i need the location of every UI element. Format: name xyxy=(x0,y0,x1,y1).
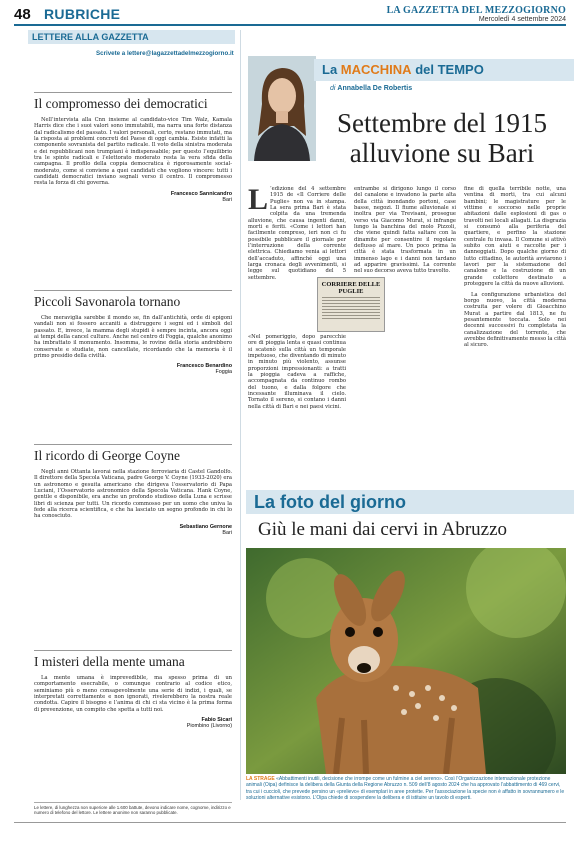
letter-title: Piccoli Savonarola tornano xyxy=(34,290,232,310)
letter-place: Bari xyxy=(222,529,232,536)
author-portrait xyxy=(248,56,316,161)
article-column-2: entrambe si dirigono lungo il corso del canalone e invadono la parte alta della città inondando portoni, case basse, negozi. Il fiume alluvionale si inoltra per via Trevisani, prosegue verso via Giacomo Murat, si infrange lungo la banchina del molo Pizzoli, che viene quindi fatta saltare con la dinamite per consentire il regolare deflusso al mare. Un poco prima la città è stata trasformata in un immenso lago e i danni non tardano ad apparire gravissimi. La corrente nel suo decorso aveva tutto travolto. xyxy=(354,186,456,275)
article-headline: Settembre del 1915 alluvione su Bari xyxy=(337,108,547,168)
letter-3 xyxy=(34,444,232,536)
letter-body: Nell’intervista alla Cnn insieme al candidato-vice Tim Walz, Kamala Harris dice che i suoi valori sono immutabili, ma narra una forte distanza dal radicalismo del passato. I valori personali, certo, restano immutati, ma la risposta ai problemi concreti del Paese di oggi cambia. Esiste infatti la componente sovranista del partito radicale. Il voto della sinistra moderata e dei repubblicani non trumpiani è indispensabile; per questo l’equilibrio tra le spinte radicali e l’elettorato moderato resta la vera sfida della campagna. Il profilo della coppia democratica è rigorosamente social-moderato, come si conviene a quei candidati che vogliono vincere: tutti i candidati democratici inviano segnali verso il centro. Il compromesso resta la forza di chi governa. xyxy=(34,117,232,187)
drop-cap: L xyxy=(248,183,269,216)
letter-place: Piombino (Livorno) xyxy=(186,723,232,730)
letters-footer-note: Le lettere, di lunghezza non superiore alle 1.600 battute, devono indicare nome, cognome, indirizzo e numero di telefono del lettore. Le lettere anonime non saranno pubblicate. xyxy=(34,802,232,815)
letter-signature: Francesco Sannicandro xyxy=(170,190,232,197)
article-column-1 xyxy=(248,183,346,281)
letter-body: Negli anni Ottanta lavorai nella stazione ferroviaria di Castel Gandolfo. Il direttore della Specola Vaticana, padre George V. Coyne (1933-2020) era un astronomo e gesuita americano che dirigeva l’osservatorio di Papa Luciani, l’Osservatorio astronomico della Specola Vaticana. Hank Coyne, gentile e disponibile, era anche un profondo studioso della Luna e scrisse libri di scienza per tutti. Un ricordo commosso per un uomo che univa la fede alla ricerca scientifica, e che ha lasciato un segno profondo in chi lo ha conosciuto. xyxy=(34,469,232,520)
letter-2 xyxy=(34,290,232,375)
letter-signature: Sebastiano Gernone xyxy=(179,523,232,530)
letter-place: Foggia xyxy=(215,369,232,376)
column-title-prefix: La xyxy=(322,62,341,77)
letter-title: Il ricordo di George Coyne xyxy=(34,444,232,464)
byline xyxy=(330,85,412,92)
historic-newspaper-image xyxy=(317,277,385,332)
column-divider xyxy=(240,30,241,800)
author-portrait-drawing xyxy=(248,56,316,161)
issue-date: Mercoledì 4 settembre 2024 xyxy=(478,16,566,23)
article-column-3-text: fine di quella terribile notte, una ventina di morti, tra cui alcuni bambini; le magistrature per le vittime e soccorso nelle proprie abitazioni dalle esplosioni di gas o travolti nei locali allagati. La disgrazia si consumò alla periferia del quartiere, e perfino la stazione centrale fu invasa. Il Comune si attivò subito con aiuti e raccolte per i danneggiati. Dopo qualche giorno di lutto cittadino, le autorità avviarono i lavori per la sistemazione del canalone e la costruzione di un grande collettore destinato a proteggere la città da nuove alluvioni. xyxy=(464,186,566,288)
column-title-suffix: del TEMPO xyxy=(411,62,484,77)
historic-newspaper-title: CORRIERE DELLE PUGLIE xyxy=(321,281,381,295)
photo-headline: Giù le mani dai cervi in Abruzzo xyxy=(258,519,508,540)
letter-place: Bari xyxy=(222,196,232,203)
section-label: RUBRICHE xyxy=(44,6,121,22)
article-column-3-continued: La configurazione urbanistica del borgo nuovo, la città moderna costruita per volere di Gioacchino Murat a partire dal 1813, ne fu pesantemente toccata. Solo nei decenni successivi fu completata la canalizzazione del torrente, che avrebbe definitivamente messo la città al sicuro. xyxy=(464,291,566,349)
article-body xyxy=(248,183,566,486)
masthead xyxy=(387,5,566,23)
caption-text: «Abbattimenti inutili, decisione che irrompe come un fulmine a ciel sereno». Così l’Organizzazione internazionale protezione animali (Oipa) definisce la delibera della Giunta della Regione Abruzzo n. 509 dell’8 agosto 2024 che ha approvato l’abbattimento di 469 cervi, tra cui i cuccioli, che prevede persino un «prelievo» di esemplari in aree protette. Per l’associazione la specie non è affatto in sovrannumero e le soluzioni alternative esistono. L’Oipa chiede di sospendere la delibera e di istituire un tavolo di esperti. xyxy=(246,776,565,801)
letter-body: Che meraviglia sarebbe il mondo se, fin dall’antichità, orde di epigoni vandali non si fossero accaniti a distruggere i segni ed i simboli del passato. E, invece, la mamma degli stupidi è sempre incinta, ancora oggi ai tempi della cancel culture. Anche nel centro di Foggia, qualche anonimo ha imbrattato il monumento. Insomma, le rovine della storia andrebbero conservate e studiate, non cancellate, ricordando che la memoria è il primo presidio della civiltà. xyxy=(34,315,232,360)
letter-4 xyxy=(34,650,232,729)
article-column-3 xyxy=(464,186,566,349)
masthead-name: LA GAZZETTA DEL MEZZOGIORNO xyxy=(386,5,566,16)
letter-1 xyxy=(34,92,232,203)
author-name: Annabella De Robertis xyxy=(337,85,413,92)
column-title xyxy=(314,59,574,81)
letters-email: Scrivete a lettere@lagazzettadelmezzogiorno.it xyxy=(96,50,234,57)
fawn-photo xyxy=(246,548,566,774)
footer-rule xyxy=(14,822,566,823)
photo-caption xyxy=(246,776,566,801)
photo-section-label: La foto del giorno xyxy=(246,490,574,514)
article-lead: ’edizione del 4 settembre 1915 de «Il Corriere delle Puglie» non va in stampa. La sera prima Bari è stata colpita da una tremenda alluvione, che causa ingenti danni, morti e feriti. «Come i lettori han facilmente compreso, ieri non ci fu possibile pubblicare il giornale per l’interruzione della corrente elettrica. Chiediamo venia ai lettori dell’accaduto, affinché oggi una larga cronaca degli avvenimenti, si legge sul quotidiano del 5 settembre. xyxy=(248,186,346,281)
letters-header: LETTERE ALLA GAZZETTA xyxy=(28,30,235,44)
caption-label: LA STRAGE xyxy=(246,776,275,782)
letter-title: I misteri della mente umana xyxy=(34,650,232,670)
letter-signature: Francesco Benardino xyxy=(176,363,232,370)
column-title-highlight: MACCHINA xyxy=(340,62,412,77)
page-number: 48 xyxy=(14,6,31,23)
fawn-photo-drawing xyxy=(246,548,566,774)
letter-title: Il compromesso dei democratici xyxy=(34,92,232,112)
letter-signature: Fabio Sicari xyxy=(201,717,232,724)
header-rule xyxy=(14,24,566,26)
byline-prefix: di xyxy=(330,85,338,92)
letter-body: La mente umana è imprevedibile, ma spesso prima di un comportamento esecrabile, o comunque contrario al codice etico, seminiamo più o meno consapevolmente una serie di indizi, i quali, se interpretati correttamente e non ignorati, rivelerebbero la nostra reale condotta. Capire il bisogno e l’anima di chi ci sta vicino è la prima forma di prevenzione, un compito che spetta a tutti noi. xyxy=(34,675,232,713)
article-column-1-continued: «Nel pomeriggio, dopo parecchie ore di pioggia lenta e quasi continua si scatenò sulla città un temporale impetuoso, che diventando di minuto in minuto più violento, assunse proporzioni impressionanti: a tratti la pioggia cadeva a raffiche, accompagnata da continuo rombo del tuono, e dalla folgore che incessante illuminava il cielo. Tornato il sereno, si contano i danni nella città di Bari e nei paesi vicini. xyxy=(248,334,346,410)
